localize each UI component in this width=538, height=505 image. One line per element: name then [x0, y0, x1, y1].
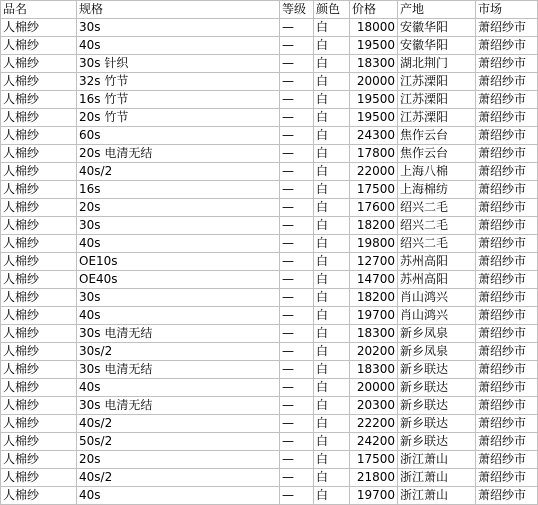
cell-product[interactable]: 人棉纱: [1, 325, 77, 343]
cell-product[interactable]: 人棉纱: [1, 271, 77, 289]
cell-market[interactable]: 萧绍纱市: [476, 343, 538, 361]
header-cell-price[interactable]: 价格: [350, 1, 398, 19]
cell-market[interactable]: 萧绍纱市: [476, 145, 538, 163]
cell-price[interactable]: 17600: [350, 199, 398, 217]
cell-color[interactable]: 白: [314, 91, 350, 109]
cell-color[interactable]: 白: [314, 19, 350, 37]
cell-grade[interactable]: —: [280, 253, 314, 271]
cell-market[interactable]: 萧绍纱市: [476, 361, 538, 379]
cell-origin[interactable]: 焦作云台: [398, 145, 476, 163]
cell-price[interactable]: 18000: [350, 19, 398, 37]
cell-origin[interactable]: 绍兴二毛: [398, 217, 476, 235]
cell-spec[interactable]: 50s/2: [77, 433, 280, 451]
header-cell-origin[interactable]: 产地: [398, 1, 476, 19]
cell-market[interactable]: 萧绍纱市: [476, 181, 538, 199]
cell-product[interactable]: 人棉纱: [1, 379, 77, 397]
cell-product[interactable]: 人棉纱: [1, 181, 77, 199]
cell-price[interactable]: 18200: [350, 289, 398, 307]
cell-market[interactable]: 萧绍纱市: [476, 109, 538, 127]
table-row: [1, 361, 538, 379]
cell-price[interactable]: 14700: [350, 271, 398, 289]
cell-color[interactable]: 白: [314, 253, 350, 271]
cell-color[interactable]: 白: [314, 109, 350, 127]
table-body: [1, 1, 538, 505]
cell-grade[interactable]: —: [280, 415, 314, 433]
cell-color[interactable]: 白: [314, 433, 350, 451]
cell-product[interactable]: 人棉纱: [1, 199, 77, 217]
cell-market[interactable]: 萧绍纱市: [476, 469, 538, 487]
cell-market[interactable]: 萧绍纱市: [476, 91, 538, 109]
cell-market[interactable]: 萧绍纱市: [476, 55, 538, 73]
cell-price[interactable]: 20000: [350, 379, 398, 397]
cell-origin[interactable]: 浙江萧山: [398, 451, 476, 469]
cell-price[interactable]: 19800: [350, 235, 398, 253]
cell-grade[interactable]: —: [280, 451, 314, 469]
cell-color[interactable]: 白: [314, 289, 350, 307]
cell-market[interactable]: 萧绍纱市: [476, 163, 538, 181]
cell-spec[interactable]: 40s: [77, 37, 280, 55]
table-row: [1, 253, 538, 271]
table-row: [1, 217, 538, 235]
header-cell-market[interactable]: 市场: [476, 1, 538, 19]
cell-product[interactable]: 人棉纱: [1, 163, 77, 181]
cell-spec[interactable]: 40s/2: [77, 415, 280, 433]
table-row: [1, 91, 538, 109]
table-row: [1, 235, 538, 253]
cell-price[interactable]: 24300: [350, 127, 398, 145]
cell-grade[interactable]: —: [280, 271, 314, 289]
cell-origin[interactable]: 湖北荆门: [398, 55, 476, 73]
cell-spec[interactable]: 30s: [77, 19, 280, 37]
cell-price[interactable]: 20300: [350, 397, 398, 415]
cell-product[interactable]: 人棉纱: [1, 451, 77, 469]
table-row: [1, 19, 538, 37]
cell-price[interactable]: 22200: [350, 415, 398, 433]
cell-product[interactable]: 人棉纱: [1, 253, 77, 271]
cell-color[interactable]: 白: [314, 379, 350, 397]
cell-product[interactable]: 人棉纱: [1, 73, 77, 91]
cell-spec[interactable]: 40s/2: [77, 469, 280, 487]
cell-product[interactable]: 人棉纱: [1, 415, 77, 433]
cell-spec[interactable]: 30s/2: [77, 343, 280, 361]
cell-origin[interactable]: 安徽华阳: [398, 19, 476, 37]
cell-product[interactable]: 人棉纱: [1, 37, 77, 55]
cell-spec[interactable]: 30s 电清无结: [77, 361, 280, 379]
cell-color[interactable]: 白: [314, 37, 350, 55]
cell-color[interactable]: 白: [314, 163, 350, 181]
cell-price[interactable]: 19500: [350, 37, 398, 55]
cell-product[interactable]: 人棉纱: [1, 55, 77, 73]
cell-grade[interactable]: —: [280, 397, 314, 415]
cell-spec[interactable]: 16s: [77, 181, 280, 199]
cell-spec[interactable]: 30s 针织: [77, 55, 280, 73]
cell-price[interactable]: 19500: [350, 91, 398, 109]
cell-origin[interactable]: 新乡凤泉: [398, 325, 476, 343]
cell-product[interactable]: 人棉纱: [1, 217, 77, 235]
cell-spec[interactable]: 20s: [77, 451, 280, 469]
cell-color[interactable]: 白: [314, 487, 350, 505]
cell-color[interactable]: 白: [314, 127, 350, 145]
cell-grade[interactable]: —: [280, 145, 314, 163]
cell-spec[interactable]: 30s: [77, 217, 280, 235]
cell-origin[interactable]: 江苏溧阳: [398, 91, 476, 109]
table-row: [1, 433, 538, 451]
cell-color[interactable]: 白: [314, 361, 350, 379]
cell-grade[interactable]: —: [280, 487, 314, 505]
cell-spec[interactable]: 16s 竹节: [77, 91, 280, 109]
cell-spec[interactable]: 30s 电清无结: [77, 325, 280, 343]
table-row: [1, 127, 538, 145]
cell-color[interactable]: 白: [314, 55, 350, 73]
cell-spec[interactable]: 30s 电清无结: [77, 397, 280, 415]
cell-spec[interactable]: 60s: [77, 127, 280, 145]
cell-spec[interactable]: 30s: [77, 289, 280, 307]
cell-product[interactable]: 人棉纱: [1, 397, 77, 415]
cell-product[interactable]: 人棉纱: [1, 127, 77, 145]
table-row: [1, 487, 538, 505]
cell-origin[interactable]: 新乡联达: [398, 361, 476, 379]
cell-grade[interactable]: —: [280, 109, 314, 127]
cell-market[interactable]: 萧绍纱市: [476, 217, 538, 235]
cell-product[interactable]: 人棉纱: [1, 289, 77, 307]
table-row: [1, 325, 538, 343]
cell-price[interactable]: 17500: [350, 451, 398, 469]
cell-product[interactable]: 人棉纱: [1, 145, 77, 163]
header-cell-product[interactable]: 品名: [1, 1, 77, 19]
cell-market[interactable]: 萧绍纱市: [476, 325, 538, 343]
cell-color[interactable]: 白: [314, 451, 350, 469]
cell-origin[interactable]: 肖山鸿兴: [398, 307, 476, 325]
cell-spec[interactable]: 20s: [77, 199, 280, 217]
header-cell-grade[interactable]: 等级: [280, 1, 314, 19]
table-row: [1, 199, 538, 217]
table-row: [1, 397, 538, 415]
cell-market[interactable]: 萧绍纱市: [476, 235, 538, 253]
cell-origin[interactable]: 安徽华阳: [398, 37, 476, 55]
cell-grade[interactable]: —: [280, 199, 314, 217]
cell-grade[interactable]: —: [280, 163, 314, 181]
cell-color[interactable]: 白: [314, 469, 350, 487]
cell-spec[interactable]: 32s 竹节: [77, 73, 280, 91]
cell-market[interactable]: 萧绍纱市: [476, 127, 538, 145]
cell-market[interactable]: 萧绍纱市: [476, 199, 538, 217]
cell-grade[interactable]: —: [280, 325, 314, 343]
cell-market[interactable]: 萧绍纱市: [476, 289, 538, 307]
cell-market[interactable]: 萧绍纱市: [476, 37, 538, 55]
table-row: [1, 145, 538, 163]
cell-spec[interactable]: 40s/2: [77, 163, 280, 181]
cell-product[interactable]: 人棉纱: [1, 469, 77, 487]
cell-market[interactable]: 萧绍纱市: [476, 487, 538, 505]
cell-price[interactable]: 18300: [350, 361, 398, 379]
table-row: [1, 451, 538, 469]
cell-market[interactable]: 萧绍纱市: [476, 271, 538, 289]
cell-price[interactable]: 20200: [350, 343, 398, 361]
cell-color[interactable]: 白: [314, 181, 350, 199]
cell-color[interactable]: 白: [314, 271, 350, 289]
cell-price[interactable]: 19500: [350, 109, 398, 127]
cell-product[interactable]: 人棉纱: [1, 19, 77, 37]
cell-product[interactable]: 人棉纱: [1, 307, 77, 325]
header-cell-color[interactable]: 颜色: [314, 1, 350, 19]
cell-origin[interactable]: 新乡联达: [398, 379, 476, 397]
table-row: [1, 163, 538, 181]
cell-market[interactable]: 萧绍纱市: [476, 307, 538, 325]
cell-product[interactable]: 人棉纱: [1, 343, 77, 361]
cell-origin[interactable]: 绍兴二毛: [398, 235, 476, 253]
cell-grade[interactable]: —: [280, 361, 314, 379]
cell-origin[interactable]: 上海八棉: [398, 163, 476, 181]
cell-origin[interactable]: 苏州高阳: [398, 271, 476, 289]
cell-origin[interactable]: 肖山鸿兴: [398, 289, 476, 307]
cell-grade[interactable]: —: [280, 55, 314, 73]
cell-product[interactable]: 人棉纱: [1, 487, 77, 505]
cell-market[interactable]: 萧绍纱市: [476, 433, 538, 451]
cell-spec[interactable]: OE10s: [77, 253, 280, 271]
cell-grade[interactable]: —: [280, 235, 314, 253]
cell-grade[interactable]: —: [280, 307, 314, 325]
cell-spec[interactable]: 20s 竹节: [77, 109, 280, 127]
cell-price[interactable]: 17800: [350, 145, 398, 163]
cell-spec[interactable]: 40s: [77, 235, 280, 253]
cell-grade[interactable]: —: [280, 469, 314, 487]
cell-product[interactable]: 人棉纱: [1, 235, 77, 253]
cell-grade[interactable]: —: [280, 127, 314, 145]
cell-market[interactable]: 萧绍纱市: [476, 415, 538, 433]
cell-color[interactable]: 白: [314, 73, 350, 91]
cell-origin[interactable]: 浙江萧山: [398, 469, 476, 487]
cell-origin[interactable]: 苏州高阳: [398, 253, 476, 271]
cell-price[interactable]: 17500: [350, 181, 398, 199]
cell-grade[interactable]: —: [280, 217, 314, 235]
table-row: [1, 181, 538, 199]
cell-grade[interactable]: —: [280, 73, 314, 91]
table-row: [1, 271, 538, 289]
header-row: [1, 1, 538, 19]
cell-grade[interactable]: —: [280, 433, 314, 451]
cell-product[interactable]: 人棉纱: [1, 91, 77, 109]
cell-price[interactable]: 18300: [350, 325, 398, 343]
cell-color[interactable]: 白: [314, 325, 350, 343]
cell-spec[interactable]: 40s: [77, 307, 280, 325]
cell-origin[interactable]: 新乡联达: [398, 433, 476, 451]
table-row: [1, 37, 538, 55]
cell-origin[interactable]: 浙江萧山: [398, 487, 476, 505]
cell-color[interactable]: 白: [314, 397, 350, 415]
cell-grade[interactable]: —: [280, 289, 314, 307]
cell-grade[interactable]: —: [280, 91, 314, 109]
cell-color[interactable]: 白: [314, 415, 350, 433]
cell-price[interactable]: 18200: [350, 217, 398, 235]
cell-market[interactable]: 萧绍纱市: [476, 379, 538, 397]
cell-product[interactable]: 人棉纱: [1, 109, 77, 127]
cell-price[interactable]: 21800: [350, 469, 398, 487]
table-row: [1, 73, 538, 91]
cell-origin[interactable]: 绍兴二毛: [398, 199, 476, 217]
cell-color[interactable]: 白: [314, 307, 350, 325]
cell-market[interactable]: 萧绍纱市: [476, 19, 538, 37]
cell-spec[interactable]: 20s 电清无结: [77, 145, 280, 163]
cell-spec[interactable]: OE40s: [77, 271, 280, 289]
cell-origin[interactable]: 新乡联达: [398, 415, 476, 433]
table-row: [1, 469, 538, 487]
cell-origin[interactable]: 上海棉纺: [398, 181, 476, 199]
cell-price[interactable]: 20000: [350, 73, 398, 91]
cell-grade[interactable]: —: [280, 343, 314, 361]
cell-market[interactable]: 萧绍纱市: [476, 253, 538, 271]
cell-origin[interactable]: 新乡凤泉: [398, 343, 476, 361]
table-row: [1, 289, 538, 307]
cell-origin[interactable]: 江苏溧阳: [398, 109, 476, 127]
cell-price[interactable]: 22000: [350, 163, 398, 181]
table-row: [1, 55, 538, 73]
table-row: [1, 415, 538, 433]
cell-grade[interactable]: —: [280, 181, 314, 199]
cell-grade[interactable]: —: [280, 37, 314, 55]
cell-price[interactable]: 19700: [350, 487, 398, 505]
cell-market[interactable]: 萧绍纱市: [476, 451, 538, 469]
cell-origin[interactable]: 焦作云台: [398, 127, 476, 145]
cell-product[interactable]: 人棉纱: [1, 361, 77, 379]
cell-price[interactable]: 24200: [350, 433, 398, 451]
cell-spec[interactable]: 40s: [77, 379, 280, 397]
cell-price[interactable]: 19700: [350, 307, 398, 325]
cell-product[interactable]: 人棉纱: [1, 433, 77, 451]
cell-market[interactable]: 萧绍纱市: [476, 397, 538, 415]
table-row: [1, 379, 538, 397]
cell-price[interactable]: 12700: [350, 253, 398, 271]
cell-grade[interactable]: —: [280, 19, 314, 37]
cell-spec[interactable]: 40s: [77, 487, 280, 505]
cell-color[interactable]: 白: [314, 343, 350, 361]
table-row: [1, 307, 538, 325]
cell-origin[interactable]: 新乡联达: [398, 397, 476, 415]
cell-price[interactable]: 18300: [350, 55, 398, 73]
cell-origin[interactable]: 江苏溧阳: [398, 73, 476, 91]
table-row: [1, 109, 538, 127]
cell-market[interactable]: 萧绍纱市: [476, 73, 538, 91]
cell-grade[interactable]: —: [280, 379, 314, 397]
cell-color[interactable]: 白: [314, 145, 350, 163]
cell-color[interactable]: 白: [314, 235, 350, 253]
cell-color[interactable]: 白: [314, 217, 350, 235]
cell-color[interactable]: 白: [314, 199, 350, 217]
table-row: [1, 343, 538, 361]
header-cell-spec[interactable]: 规格: [77, 1, 280, 19]
